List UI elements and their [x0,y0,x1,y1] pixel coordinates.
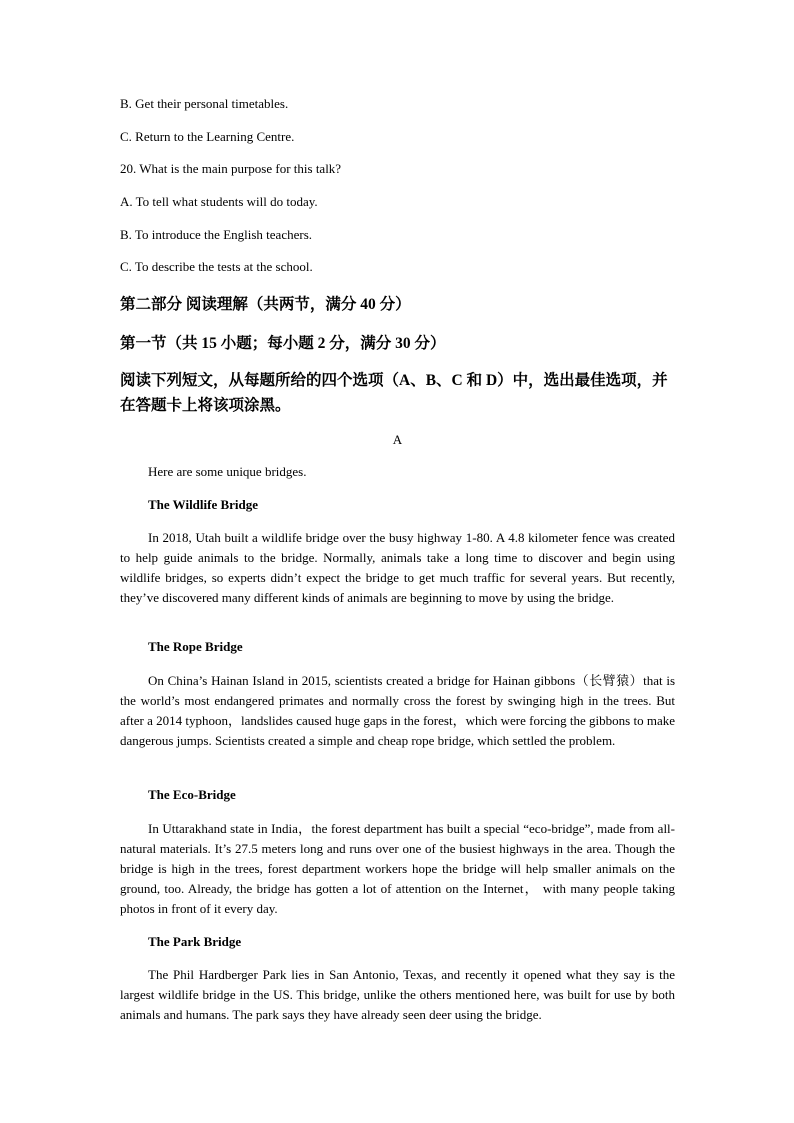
q19-option-b: B. Get their personal timetables. [120,96,289,111]
eco-bridge-title: The Eco-Bridge [148,787,236,802]
park-bridge-title: The Park Bridge [148,934,242,949]
reading-part-title: 第二部分 阅读理解（共两节，满分 40 分） [120,296,411,313]
q19-option-c: C. Return to the Learning Centre. [120,129,295,144]
q20-option-a: A. To tell what students will do today. [120,194,318,209]
rope-bridge-title: The Rope Bridge [148,639,243,654]
reading-section-title: 第一节（共 15 小题；每小题 2 分，满分 30 分） [120,335,446,352]
eco-bridge-text: In Uttarakhand state in India，the forest department has built a special “eco-bridge”, made from all-natural materials. It’s 27.5 meters long and runs over one of the busiest highways in the area. Though the bridge is high in the trees, forest department workers hope the bridge will help smaller animals on the ground, too. Already, the bridge has gotten a lot of attention on the Internet， with many people taking photos in front of it every day. [120,821,675,916]
q20-question: 20. What is the main purpose for this talk? [120,161,342,176]
passage-label: A [392,432,403,447]
q20-option-b: B. To introduce the English teachers. [120,227,312,242]
wildlife-bridge-text: In 2018, Utah built a wildlife bridge over the busy highway 1-80. A 4.8 kilometer fence was created to help guide animals to the bridge. Normally, animals take a long time to discover and begin using wildlife bridges, so experts didn’t expect the bridge to get much traffic for several years. But recently, they’ve discovered many different kinds of animals are beginning to move by using the bridge. [120,530,675,605]
rope-bridge-text: On China’s Hainan Island in 2015, scientists created a bridge for Hainan gibbons（长臂猿）that is the world’s most endangered primates and normally cross the forest by swinging high in the trees. But after a 2014 typhoon，landslides caused huge gaps in the forest，which were forcing the gibbons to make dangerous jumps. Scientists created a simple and cheap rope bridge, which settled the problem. [120,673,675,748]
passage-intro: Here are some unique bridges. [148,464,307,479]
reading-instruction: 阅读下列短文，从每题所给的四个选项（A、B、C 和 D）中，选出最佳选项，并在答题卡上将该项涂黑。 [120,372,668,414]
q20-option-c: C. To describe the tests at the school. [120,259,313,274]
park-bridge-text: The Phil Hardberger Park lies in San Antonio, Texas, and recently it opened what they say is the largest wildlife bridge in the US. This bridge, unlike the others mentioned here, was built for use by both animals and humans. The park says they have already seen deer using the bridge. [120,967,675,1022]
wildlife-bridge-title: The Wildlife Bridge [148,497,259,512]
